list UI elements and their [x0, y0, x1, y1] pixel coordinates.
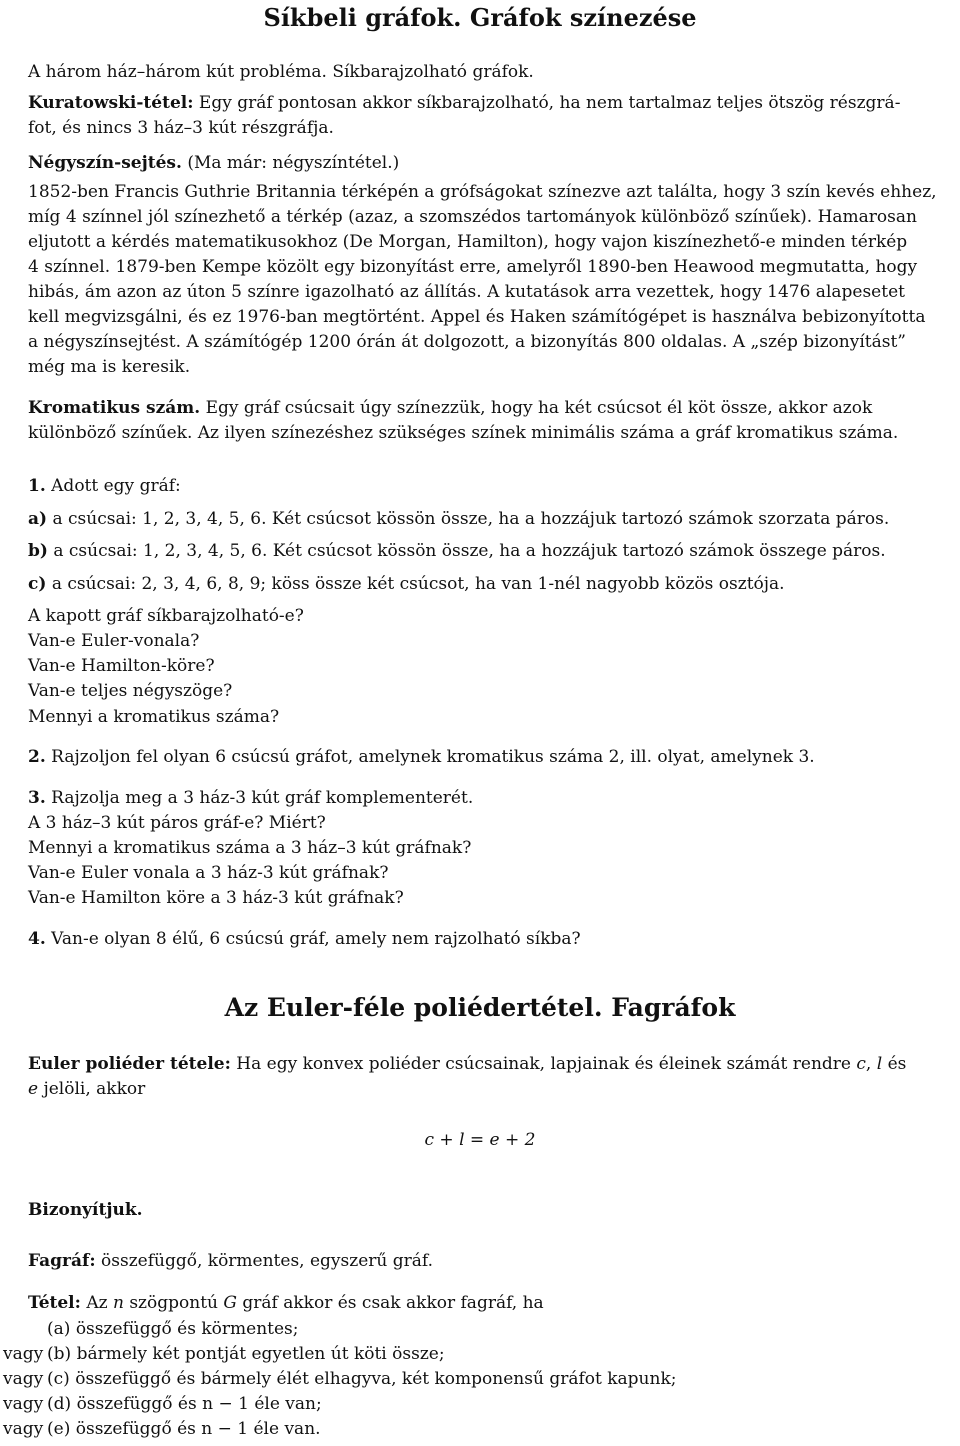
four-color-line: eljutott a kérdés matematikusokhoz (De Morgan, Hamilton), hogy vajon kiszínezhető-e minden térkép	[28, 232, 908, 252]
variable: G	[223, 1293, 237, 1313]
punctuation: ,	[865, 1054, 872, 1074]
question: Mennyi a kromatikus száma a 3 ház–3 kút gráfnak?	[28, 838, 472, 858]
four-color-paragraph	[28, 180, 960, 380]
exercise-text: Adott egy gráf:	[51, 476, 181, 496]
intro-line: A három ház–három kút probléma. Síkbarajzolható gráfok.	[28, 62, 534, 82]
item-text: bármely két pontját egyetlen út köti össze;	[76, 1344, 445, 1364]
exercise-text: Rajzoljon fel olyan 6 csúcsú gráfot, amelynek kromatikus száma 2, ill. olyat, amelynek 3.	[51, 747, 815, 767]
question: Van-e Euler-vonala?	[28, 631, 200, 651]
euler-text: Ha egy konvex poliéder csúcsainak, lapjainak és éleinek számát rendre	[236, 1054, 851, 1074]
exercise-text: Van-e olyan 8 élű, 6 csúcsú gráf, amely nem rajzolható síkba?	[51, 929, 581, 949]
item-prefix: vagy	[3, 1344, 44, 1364]
section-title: Az Euler-féle poliédertétel. Fagráfok	[224, 993, 736, 1022]
page-title: Síkbeli gráfok. Gráfok színezése	[263, 3, 697, 32]
item-text: a csúcsai: 2, 3, 4, 6, 8, 9; köss össze két csúcsot, ha van 1-nél nagyobb közös osztója.	[51, 574, 785, 594]
exercise-1a	[28, 507, 889, 532]
question: Van-e Hamilton köre a 3 ház-3 kút gráfnak?	[28, 888, 404, 908]
variable: l	[876, 1054, 883, 1074]
item-label: (e)	[47, 1419, 71, 1439]
four-color-line: míg 4 színnel jól színezhető a térkép (azaz, a szomszédos tartományok különböző színűek). Hamarosan	[28, 207, 917, 227]
item-prefix: vagy	[3, 1419, 44, 1439]
four-color-line: még ma is keresik.	[28, 357, 191, 377]
item-text: a csúcsai: 1, 2, 3, 4, 5, 6. Két csúcsot kössön össze, ha a hozzájuk tartozó számok szorzata páros.	[52, 509, 890, 529]
item-prefix: vagy	[3, 1369, 44, 1389]
four-color-line: kell megvizsgálni, és ez 1976-ban megtörtént. Appel és Haken számítógépet is használva bebizonyította	[28, 307, 926, 327]
chromatic-paragraph	[28, 396, 960, 446]
theorem-statement	[28, 1291, 544, 1316]
exercise-number: 4.	[28, 929, 46, 949]
exercise-number: 3.	[28, 788, 46, 808]
proof-label: Bizonyítjuk.	[28, 1200, 143, 1220]
exercise-1b	[28, 539, 886, 564]
item-label: (a)	[47, 1319, 71, 1339]
item-label: c)	[28, 574, 47, 594]
item-text: összefüggő és n − 1 éle van.	[75, 1419, 321, 1439]
four-color-line: a négyszínsejtést. A számítógép 1200 órán át dolgozott, a bizonyítás 800 oldalas. A „szép bizonyítást”	[28, 332, 906, 352]
tree-definition	[28, 1249, 433, 1274]
definition-label: Fagráf:	[28, 1251, 96, 1271]
item-label: (d)	[47, 1394, 72, 1414]
euler-text: jelöli, akkor	[43, 1079, 146, 1099]
item-label: (c)	[47, 1369, 70, 1389]
question: Van-e Euler vonala a 3 ház-3 kút gráfnak?	[28, 863, 389, 883]
variable: e	[28, 1079, 39, 1099]
chromatic-line1: Egy gráf csúcsait úgy színezzük, hogy ha két csúcsot él köt össze, akkor azok	[205, 398, 873, 418]
exercise-1	[28, 474, 181, 499]
question: Mennyi a kromatikus száma?	[28, 707, 280, 727]
kuratowski-label: Kuratowski-tétel:	[28, 93, 194, 113]
kuratowski-line1: Egy gráf pontosan akkor síkbarajzolható, ha nem tartalmaz teljes ötszög részgrá-	[198, 93, 901, 113]
euler-text: és	[887, 1054, 907, 1074]
kuratowski-line2: fot, és nincs 3 ház–3 kút részgráfja.	[28, 118, 334, 138]
theorem-item	[3, 1367, 676, 1392]
question: Van-e Hamilton-köre?	[28, 656, 215, 676]
theorem-item	[3, 1392, 322, 1417]
item-text: összefüggő és bármely élét elhagyva, két komponensű gráfot kapunk;	[75, 1369, 677, 1389]
four-color-heading	[28, 151, 399, 176]
chromatic-label: Kromatikus szám.	[28, 398, 201, 418]
item-label: a)	[28, 509, 48, 529]
euler-label: Euler poliéder tétele:	[28, 1054, 231, 1074]
item-text: a csúcsai: 1, 2, 3, 4, 5, 6. Két csúcsot kössön össze, ha a hozzájuk tartozó számok összege páros.	[53, 541, 886, 561]
exercise-number: 2.	[28, 747, 46, 767]
exercise-2	[28, 745, 815, 770]
question: A kapott gráf síkbarajzolható-e?	[28, 606, 304, 626]
variable: n	[112, 1293, 124, 1313]
exercise-number: 1.	[28, 476, 46, 496]
item-prefix: vagy	[3, 1394, 44, 1414]
exercise-4	[28, 927, 581, 952]
euler-paragraph	[28, 1052, 960, 1102]
theorem-text: szögpontú	[129, 1293, 218, 1313]
theorem-label: Tétel:	[28, 1293, 81, 1313]
exercise-1c	[28, 572, 785, 597]
euler-formula: c + l = e + 2	[424, 1130, 536, 1150]
item-text: összefüggő és n − 1 éle van;	[76, 1394, 322, 1414]
theorem-item	[3, 1317, 298, 1342]
kuratowski-paragraph	[28, 91, 960, 141]
four-color-label-rest: (Ma már: négyszíntétel.)	[187, 153, 400, 173]
theorem-item	[3, 1342, 445, 1367]
item-label: b)	[28, 541, 48, 561]
four-color-line: 1852-ben Francis Guthrie Britannia térképén a grófságokat színezve azt találta, hogy 3 szín kevés ehhez,	[28, 182, 937, 202]
item-label: (b)	[47, 1344, 72, 1364]
chromatic-line2: különböző színűek. Az ilyen színezéshez szükséges színek minimális száma a gráf kromatikus száma.	[28, 423, 899, 443]
question: A 3 ház–3 kút páros gráf-e? Miért?	[28, 813, 326, 833]
four-color-line: 4 színnel. 1879-ben Kempe közölt egy bizonyítást erre, amelyről 1890-ben Heawood megmutatta, hogy	[28, 257, 918, 277]
four-color-line: hibás, ám azon az úton 5 színre igazolható az állítás. A kutatások arra vezettek, hogy 1476 alapesetet	[28, 282, 905, 302]
item-text: összefüggő és körmentes;	[75, 1319, 299, 1339]
question: Van-e teljes négyszöge?	[28, 681, 233, 701]
variable: c	[856, 1054, 866, 1074]
theorem-text: gráf akkor és csak akkor fagráf, ha	[242, 1293, 544, 1313]
theorem-item	[3, 1417, 321, 1442]
exercise-3	[28, 786, 473, 811]
four-color-label: Négyszín-sejtés.	[28, 153, 182, 173]
theorem-text: Az	[86, 1293, 108, 1313]
definition-text: összefüggő, körmentes, egyszerű gráf.	[101, 1251, 433, 1271]
exercise-text: Rajzolja meg a 3 ház-3 kút gráf komplementerét.	[51, 788, 474, 808]
